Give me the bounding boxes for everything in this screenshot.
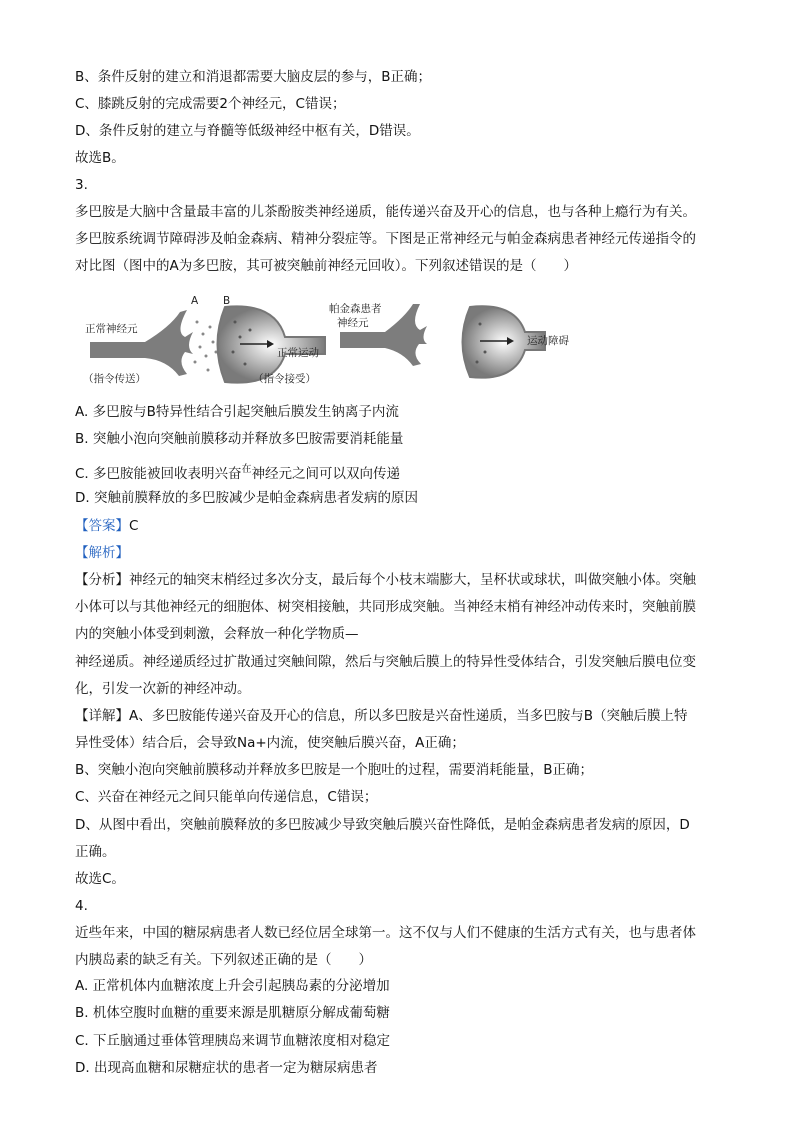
question-number: 4. xyxy=(75,898,88,914)
question-stem: 多巴胺是大脑中含量最丰富的儿茶酚胺类神经递质，能传递兴奋及开心的信息，也与各种上瘾行为有关。 xyxy=(75,204,696,220)
text-line: C、膝跳反射的完成需要2个神经元，C错误； xyxy=(75,96,346,112)
question-stem: 近些年来，中国的糖尿病患者人数已经位居全球第一。这不仅与人们不健康的生活方式有关，也与患者体 xyxy=(75,925,696,941)
question-stem: 多巴胺系统调节障碍涉及帕金森病、精神分裂症等。下图是正常神经元与帕金森病患者神经元传递指令的 xyxy=(75,231,696,247)
normal-neuron-axon xyxy=(90,310,193,376)
detail-line: 【详解】A、多巴胺能传递兴奋及开心的信息，所以多巴胺是兴奋性递质，当多巴胺与B（突触后膜上特 xyxy=(75,708,688,724)
detail-line: 故选C。 xyxy=(75,871,125,887)
text-line: 故选B。 xyxy=(75,150,125,166)
question-stem: 对比图（图中的A为多巴胺，其可被突触前神经元回收）。下列叙述错误的是（ ） xyxy=(75,258,577,274)
dopamine-dots xyxy=(194,321,218,372)
label-normal-motion: 正常运动 xyxy=(277,347,319,359)
option-c: C. 下丘脑通过垂体管理胰岛来调节血糖浓度相对稳定 xyxy=(75,1033,391,1049)
detail-line: B、突触小泡向突触前膜移动并释放多巴胺是一个胞吐的过程，需要消耗能量，B正确； xyxy=(75,762,594,778)
analysis-line: 化，引发一次新的神经冲动。 xyxy=(75,681,251,697)
label-b: B xyxy=(223,295,231,307)
option-d: D. 突触前膜释放的多巴胺减少是帕金森病患者发病的原因 xyxy=(75,490,418,506)
label-a: A xyxy=(191,295,199,307)
label-pd-neuron: 神经元 xyxy=(337,317,369,329)
answer-tag: 【答案】 xyxy=(75,518,129,534)
option-c xyxy=(75,460,400,484)
option-d: D. 出现高血糖和尿糖症状的患者一定为糖尿病患者 xyxy=(75,1060,378,1076)
text-line: D、条件反射的建立与脊髓等低级神经中枢有关，D错误。 xyxy=(75,123,420,139)
answer-value: C xyxy=(129,518,139,534)
analysis-line: 小体可以与其他神经元的细胞体、树突相接触，共同形成突触。当神经末梢有神经冲动传来时，突触前膜 xyxy=(75,599,696,615)
question-stem: 内胰岛素的缺乏有关。下列叙述正确的是（ ） xyxy=(75,952,372,968)
detail-line: D、从图中看出，突触前膜释放的多巴胺减少导致突触后膜兴奋性降低，是帕金森病患者发病的原因，D xyxy=(75,817,690,833)
text-line: B、条件反射的建立和消退都需要大脑皮层的参与，B正确； xyxy=(75,69,432,85)
analysis-tag: 【解析】 xyxy=(75,545,129,561)
label-normal-neuron: 正常神经元 xyxy=(85,323,138,335)
synapse-figure xyxy=(75,292,595,392)
label-cmd-recv: （指令接受） xyxy=(253,373,316,385)
detail-line: 正确。 xyxy=(75,844,116,860)
option-a: A. 正常机体内血糖浓度上升会引起胰岛素的分泌增加 xyxy=(75,978,390,994)
option-c-small: 在 xyxy=(241,464,252,475)
analysis-line: 内的突触小体受到刺激，会释放一种化学物质— xyxy=(75,626,359,642)
option-c-pre: C. 多巴胺能被回收表明兴奋 xyxy=(75,466,242,482)
option-a: A. 多巴胺与B特异性结合引起突触后膜发生钠离子内流 xyxy=(75,404,399,420)
option-b: B. 突触小泡向突触前膜移动并释放多巴胺需要消耗能量 xyxy=(75,431,404,447)
option-b: B. 机体空腹时血糖的重要来源是肌糖原分解成葡萄糖 xyxy=(75,1005,390,1021)
detail-line: C、兴奋在神经元之间只能单向传递信息，C错误； xyxy=(75,789,378,805)
detail-line: 异性受体）结合后，会导致Na+内流，使突触后膜兴奋，A正确； xyxy=(75,735,465,751)
answer xyxy=(75,516,138,536)
label-motor-disorder: 运动障碍 xyxy=(527,335,569,347)
label-pd-patient: 帕金森患者 xyxy=(329,303,382,315)
analysis-line: 【分析】神经元的轴突末梢经过多次分支，最后每个小枝末端膨大，呈杯状或球状，叫做突触小体。突触 xyxy=(75,572,696,588)
question-number: 3. xyxy=(75,177,88,193)
option-c-post: 神经元之间可以双向传递 xyxy=(251,466,401,482)
analysis-line: 神经递质。神经递质经过扩散通过突触间隙，然后与突触后膜上的特异性受体结合，引发突触后膜电位变 xyxy=(75,654,696,670)
label-cmd-send: （指令传送） xyxy=(83,373,146,385)
